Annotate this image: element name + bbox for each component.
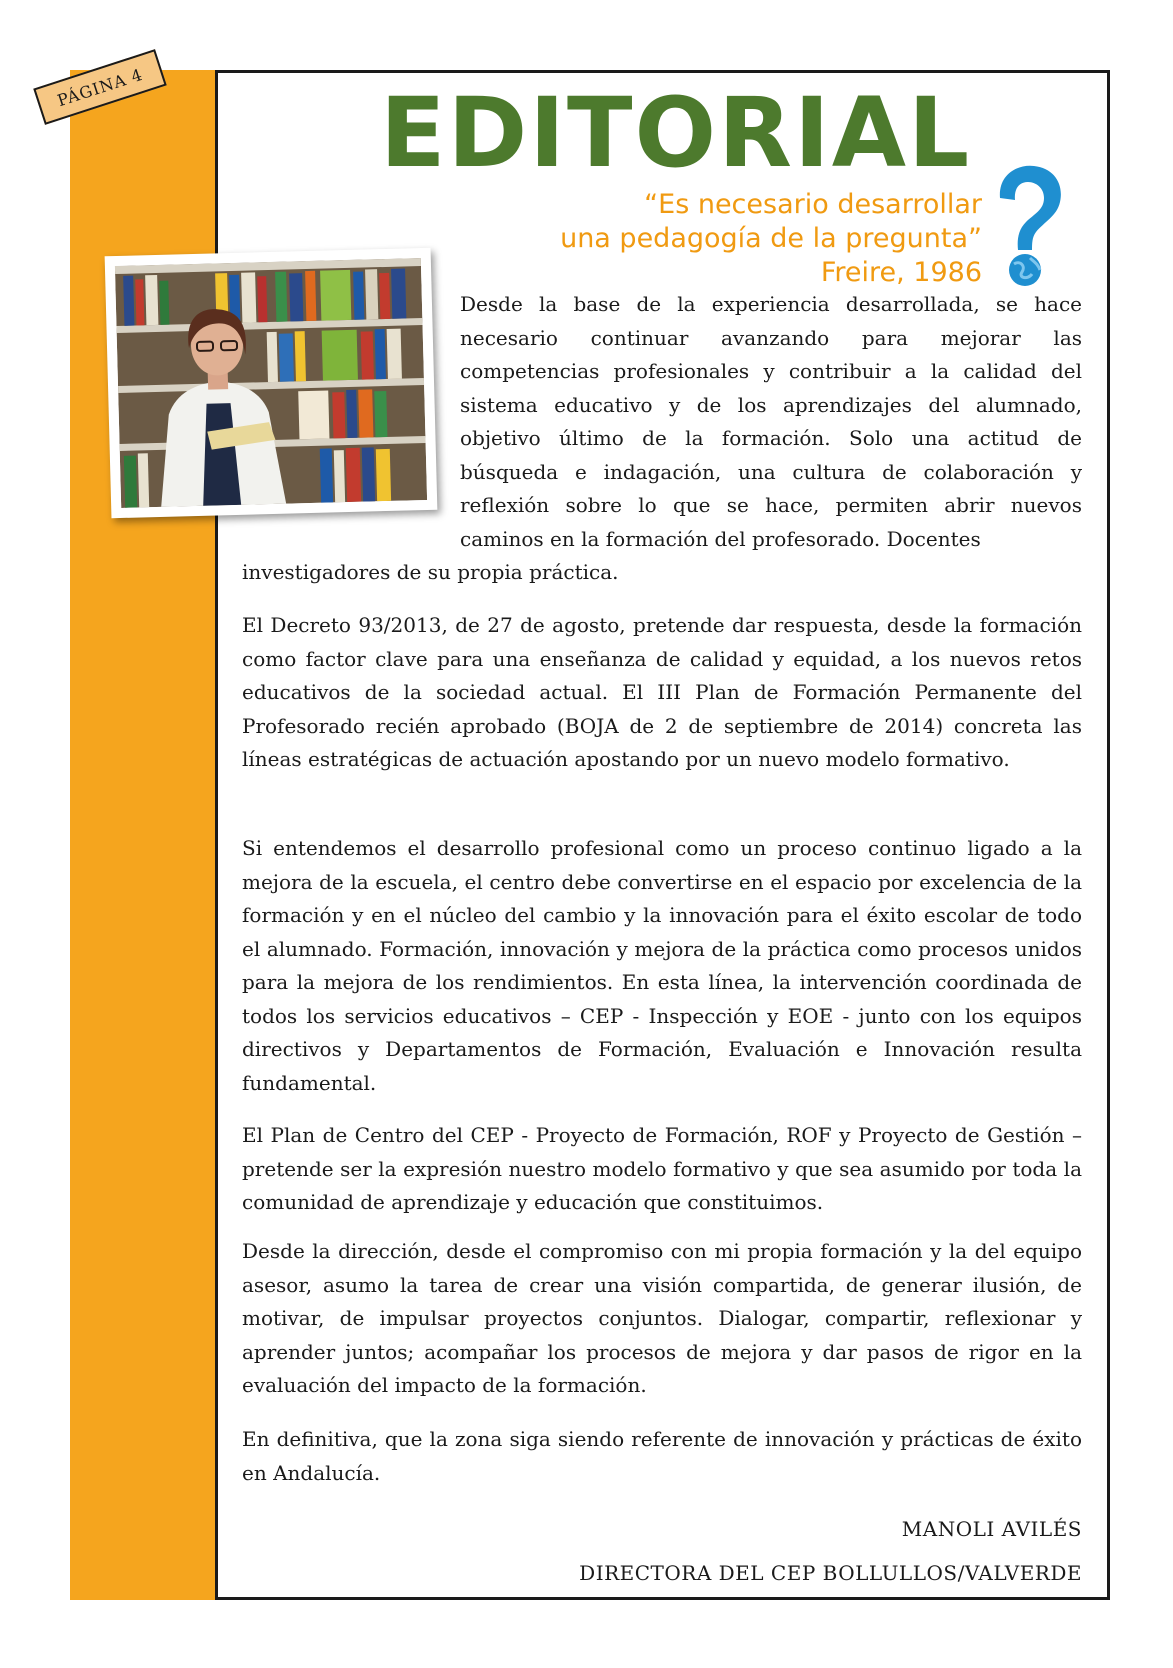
page-tag: PÁGINA 4 [33, 49, 166, 125]
quote-author: Freire, 1986 [820, 257, 982, 288]
question-mark-globe-icon [988, 160, 1068, 290]
paragraph-5: Desde la dirección, desde el compromiso con mi propia formación y la del equipo asesor, asumo la tarea de crear una visión compartida, de generar ilusión, de motivar, de impulsar proyectos conjuntos. Dialogar, compartir, reflexionar y aprender juntos; acompañar los procesos de mejora y dar pasos de rigor en la evaluación del impacto de la formación. [242, 1239, 1082, 1397]
paragraph-6: En definitiva, que la zona siga siendo referente de innovación y prácticas de éxito en Andalucía. [242, 1427, 1082, 1485]
page-title: EDITORIAL [380, 77, 972, 189]
paragraph-2: El Decreto 93/2013, de 27 de agosto, pretende dar respuesta, desde la formación como factor clave para una enseñanza de calidad y equidad, a los nuevos retos educativos de la sociedad actual. El III Plan de Formación Permanente del Profesorado recién aprobado (BOJA de 2 de septiembre de 2014) concreta las líneas estratégicas de actuación apostando por un nuevo modelo formativo. [242, 613, 1082, 771]
paragraph-4: El Plan de Centro del CEP - Proyecto de Formación, ROF y Proyecto de Gestión – pretende ser la expresión nuestro modelo formativo y que sea asumido por toda la comunidad de aprendizaje y educación que constituimos. [242, 1123, 1082, 1214]
signature-name: MANOLI AVILÉS [901, 1517, 1082, 1541]
quote-line-1: “Es necesario desarrollar [644, 189, 982, 220]
woman-in-library-photo [105, 248, 438, 518]
signature-role: DIRECTORA DEL CEP BOLLULLOS/VALVERDE [579, 1561, 1082, 1585]
paragraph-1-continued: investigadores de su propia práctica. [242, 560, 619, 584]
quote [560, 188, 982, 290]
paragraph-1: Desde la base de la experiencia desarrollada, se hace necesario continuar avanzando para mejorar las competencias profesionales y contribuir a la calidad del sistema educativo y de los aprendizajes del alumnado, objetivo último de la formación. Solo una actitud de búsqueda e indagación, una cultura de colaboración y reflexión sobre lo que se hace, permiten abrir nuevos caminos en la formación del profesorado. Docentes [460, 292, 1082, 551]
paragraph-3: Si entendemos el desarrollo profesional como un proceso continuo ligado a la mejora de la escuela, el centro debe convertirse en el espacio por excelencia de la formación y en el núcleo del cambio y la innovación para el éxito escolar de todo el alumnado. Formación, innovación y mejora de la práctica como procesos unidos para la mejora de los rendimientos. En esta línea, la intervención coordinada de todos los servicios educativos – CEP - Inspección y EOE - junto con los equipos directivos y Departamentos de Formación, Evaluación e Innovación resulta fundamental. [242, 836, 1082, 1095]
quote-line-2: una pedagogía de la pregunta” [560, 223, 982, 254]
